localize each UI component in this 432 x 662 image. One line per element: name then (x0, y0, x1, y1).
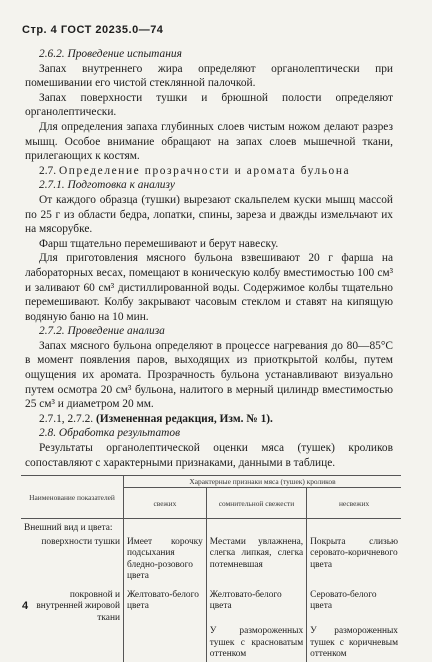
section-2-8-title: 2.8. Обработка результатов (39, 427, 181, 440)
table-row-label (21, 625, 124, 662)
page-header: Стр. 4 ГОСТ 20235.0—74 (22, 24, 164, 36)
table-cell: Желтовато-белого цвета (206, 584, 306, 626)
table-cell (124, 625, 207, 662)
paragraph-surface-odor: Запах поверхности тушки и брюшной полости определяют органолептически. (25, 91, 393, 119)
paragraph-broth-preparation: Для приготовления мясного бульона взвешивают 20 г фарша на лабораторных весах, помещают в коническую колбу вместимостью 100 см³ и заливают 60 см³ дистиллированной воды. Содержимое колбы тщательно перемешивают. Колбу закрывают часовым стеклом и ставят на кипящую водяную баню на 10 мин. (25, 252, 393, 323)
amendment-text: (Измененная редакция, Изм. № 1). (95, 412, 273, 425)
table-cell (307, 519, 401, 536)
paragraph-broth-analysis: Запах мясного бульона определяют в процессе нагревания до 80—85°С в момент появления паров, выходящих из приоткрытой колбы, путем ощущения их аромата. Прозрачность бульона устанавливают визуально путем осмотра 20 см³ бульона, налитого в мерный цилиндр вместимостью 25 см³ и диаметром 20 мм. (25, 339, 393, 411)
amendment-sections: 2.7.1, 2.7.2. (39, 412, 94, 425)
table-row-label: Внешний вид и цвета: (24, 523, 113, 534)
table-cell (206, 519, 306, 536)
table-cell: Желтовато-белого цвета (124, 584, 207, 626)
table-header-fresh: свежих (124, 488, 207, 519)
section-2-6-2-title: 2.6.2. Проведение испытания (39, 48, 182, 60)
paragraph-sample-cutting: От каждого образца (тушки) вырезают скальпелем куски мышц массой по 25 г из области бедра, лопатки, спины, зареза и дважды измельчают их на мясорубке. (25, 193, 393, 236)
table-header-doubtful: сомнительной свежести (206, 488, 306, 519)
table-cell: У размороженных тушек с коричневым оттенком (307, 625, 401, 662)
section-2-7-1-title: 2.7.1. Подготовка к анализу (39, 179, 175, 192)
table-row (21, 625, 401, 662)
paragraph-deep-layers-odor: Для определения запаха глубинных слоев чистым ножом делают разрез мышц. Особое внимание обращают на запах слоев мышечной ткани, прилегающих к костям. (25, 120, 393, 163)
table-cell: У размороженных тушек с красноватым оттенком (206, 625, 306, 662)
table-cell: Местами увлажнена, слегка липкая, слегка потемневшая (206, 536, 306, 584)
document-body (24, 47, 398, 662)
table-row-label: покровной и внутренней жировой ткани (36, 589, 120, 623)
characteristics-table (21, 475, 401, 662)
table-cell (124, 519, 207, 536)
section-2-7-2-title: 2.7.2. Проведение анализа (39, 325, 165, 338)
section-2-7-number: 2.7. (39, 164, 57, 177)
table-cell: Имеет корочку подсыхания бледно-розового цвета (124, 536, 207, 584)
table-header-stale: несвежих (307, 488, 401, 519)
paragraph-results-comparison: Результаты органолептической оценки мяса (тушек) кроликов сопоставляют с характерными признаками, данными в таблице. (25, 442, 393, 469)
table-row-label: поверхности тушки (41, 536, 120, 547)
section-2-7-text: Определение прозрачности и аромата бульона (58, 164, 351, 177)
page-number: 4 (22, 600, 29, 612)
table-row (21, 519, 401, 536)
table-header-indicator-name: Наименование показателей (21, 476, 124, 519)
paragraph-mince-mixing: Фарш тщательно перемешивают и берут навеску. (39, 237, 279, 250)
table-header-group: Характерные признаки мяса (тушек) кроликов (124, 476, 402, 488)
table-cell: Серовато-белого цвета (307, 584, 401, 626)
table-row (21, 584, 401, 626)
table-row (21, 536, 401, 584)
paragraph-inner-fat-odor: Запах внутреннего жира определяют органолептически при помешивании его чистой стеклянной палочкой. (25, 62, 393, 90)
table-cell: Покрыта слизью серовато-коричневого цвета (307, 536, 401, 584)
section-2-7-title (25, 164, 393, 179)
amendment-note (25, 412, 393, 427)
